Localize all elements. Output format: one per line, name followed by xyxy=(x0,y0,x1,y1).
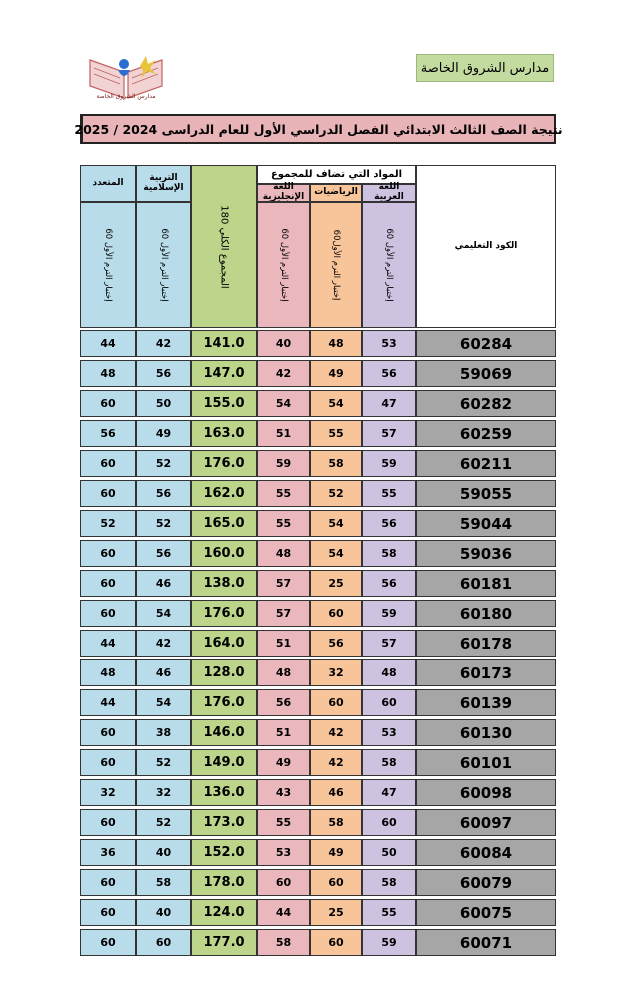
arabic-header: اللغة العربية xyxy=(362,184,416,202)
arabic-cell: 56 xyxy=(362,360,416,387)
total-cell: 176.0 xyxy=(191,689,257,716)
multi-cell: 60 xyxy=(80,719,136,746)
code-cell: 60180 xyxy=(416,600,556,627)
english-cell: 51 xyxy=(257,420,310,447)
math-cell: 60 xyxy=(310,869,362,896)
religion-cell: 46 xyxy=(136,570,191,597)
total-cell: 165.0 xyxy=(191,510,257,537)
english-cell: 53 xyxy=(257,839,310,866)
religion-cell: 56 xyxy=(136,480,191,507)
arabic-cell: 59 xyxy=(362,450,416,477)
religion-cell: 52 xyxy=(136,749,191,776)
arabic-exam-header xyxy=(362,202,416,328)
code-cell: 60071 xyxy=(416,929,556,956)
math-cell: 46 xyxy=(310,779,362,806)
multi-cell: 44 xyxy=(80,330,136,357)
english-cell: 48 xyxy=(257,540,310,567)
math-cell: 58 xyxy=(310,809,362,836)
religion-exam-header xyxy=(136,202,191,328)
exam-label: المجموع الكلي 180 xyxy=(218,204,230,289)
english-cell: 51 xyxy=(257,630,310,657)
religion-cell: 32 xyxy=(136,779,191,806)
religion-cell: 46 xyxy=(136,659,191,686)
religion-cell: 38 xyxy=(136,719,191,746)
multi-cell: 60 xyxy=(80,600,136,627)
code-cell: 60098 xyxy=(416,779,556,806)
code-cell: 60101 xyxy=(416,749,556,776)
arabic-cell: 47 xyxy=(362,390,416,417)
arabic-cell: 57 xyxy=(362,630,416,657)
total-cell: 138.0 xyxy=(191,570,257,597)
math-exam-header xyxy=(310,202,362,328)
math-cell: 58 xyxy=(310,450,362,477)
multi-cell: 48 xyxy=(80,659,136,686)
math-cell: 55 xyxy=(310,420,362,447)
english-cell: 48 xyxy=(257,659,310,686)
religion-cell: 60 xyxy=(136,929,191,956)
arabic-cell: 55 xyxy=(362,480,416,507)
multi-exam-header xyxy=(80,202,136,328)
religion-cell: 54 xyxy=(136,600,191,627)
math-cell: 60 xyxy=(310,689,362,716)
arabic-cell: 56 xyxy=(362,510,416,537)
english-cell: 55 xyxy=(257,510,310,537)
arabic-cell: 56 xyxy=(362,570,416,597)
arabic-cell: 60 xyxy=(362,689,416,716)
arabic-cell: 53 xyxy=(362,330,416,357)
arabic-cell: 53 xyxy=(362,719,416,746)
svg-text:مدارس الشروق الخاصة: مدارس الشروق الخاصة xyxy=(96,93,156,100)
english-header: اللغة الإنجليزية xyxy=(257,184,310,202)
english-cell: 44 xyxy=(257,899,310,926)
multi-header: المتعدد xyxy=(80,165,136,202)
arabic-cell: 60 xyxy=(362,809,416,836)
religion-cell: 58 xyxy=(136,869,191,896)
arabic-cell: 50 xyxy=(362,839,416,866)
code-cell: 60211 xyxy=(416,450,556,477)
multi-cell: 44 xyxy=(80,630,136,657)
english-cell: 55 xyxy=(257,480,310,507)
religion-cell: 40 xyxy=(136,839,191,866)
total-cell: 173.0 xyxy=(191,809,257,836)
exam-label: إختبار الترم الأول 60 xyxy=(384,228,394,302)
code-cell: 59044 xyxy=(416,510,556,537)
total-cell: 178.0 xyxy=(191,869,257,896)
multi-cell: 60 xyxy=(80,480,136,507)
math-cell: 60 xyxy=(310,929,362,956)
code-cell: 60178 xyxy=(416,630,556,657)
math-cell: 54 xyxy=(310,540,362,567)
multi-cell: 48 xyxy=(80,360,136,387)
multi-cell: 56 xyxy=(80,420,136,447)
arabic-cell: 57 xyxy=(362,420,416,447)
code-cell: 59036 xyxy=(416,540,556,567)
math-header: الرياضيات xyxy=(310,184,362,202)
code-header: الكود التعليمي xyxy=(416,165,556,328)
english-cell: 43 xyxy=(257,779,310,806)
religion-cell: 40 xyxy=(136,899,191,926)
total-cell: 124.0 xyxy=(191,899,257,926)
religion-cell: 42 xyxy=(136,630,191,657)
multi-cell: 60 xyxy=(80,540,136,567)
english-cell: 56 xyxy=(257,689,310,716)
multi-cell: 60 xyxy=(80,390,136,417)
exam-label: إختبار الترم الأول60 xyxy=(331,229,341,301)
school-name: مدارس الشروق الخاصة xyxy=(416,54,554,82)
arabic-cell: 55 xyxy=(362,899,416,926)
english-cell: 57 xyxy=(257,600,310,627)
total-cell: 141.0 xyxy=(191,330,257,357)
page-title: نتيجة الصف الثالث الابتدائي الفصل الدراسي الأول للعام الدراسى 2024 / 2025 xyxy=(80,114,556,144)
religion-header: التربية الإسلامية xyxy=(136,165,191,202)
code-cell: 59055 xyxy=(416,480,556,507)
total-cell: 147.0 xyxy=(191,360,257,387)
math-cell: 25 xyxy=(310,570,362,597)
multi-cell: 60 xyxy=(80,450,136,477)
math-cell: 54 xyxy=(310,390,362,417)
english-cell: 51 xyxy=(257,719,310,746)
exam-label: إختبار الترم الأول 60 xyxy=(103,228,113,302)
code-cell: 59069 xyxy=(416,360,556,387)
multi-cell: 60 xyxy=(80,749,136,776)
arabic-cell: 59 xyxy=(362,600,416,627)
religion-cell: 52 xyxy=(136,809,191,836)
math-cell: 52 xyxy=(310,480,362,507)
multi-cell: 44 xyxy=(80,689,136,716)
english-cell: 49 xyxy=(257,749,310,776)
english-cell: 54 xyxy=(257,390,310,417)
multi-cell: 32 xyxy=(80,779,136,806)
group-header: المواد التي تضاف للمجموع xyxy=(257,165,416,184)
religion-cell: 50 xyxy=(136,390,191,417)
code-cell: 60084 xyxy=(416,839,556,866)
code-cell: 60181 xyxy=(416,570,556,597)
english-cell: 58 xyxy=(257,929,310,956)
religion-cell: 52 xyxy=(136,510,191,537)
total-cell: 160.0 xyxy=(191,540,257,567)
total-cell: 146.0 xyxy=(191,719,257,746)
multi-cell: 52 xyxy=(80,510,136,537)
religion-cell: 52 xyxy=(136,450,191,477)
arabic-cell: 59 xyxy=(362,929,416,956)
arabic-cell: 58 xyxy=(362,540,416,567)
code-cell: 60079 xyxy=(416,869,556,896)
math-cell: 42 xyxy=(310,749,362,776)
code-cell: 60282 xyxy=(416,390,556,417)
total-cell: 176.0 xyxy=(191,600,257,627)
arabic-cell: 47 xyxy=(362,779,416,806)
total-cell: 152.0 xyxy=(191,839,257,866)
math-cell: 48 xyxy=(310,330,362,357)
arabic-cell: 48 xyxy=(362,659,416,686)
math-cell: 56 xyxy=(310,630,362,657)
code-cell: 60139 xyxy=(416,689,556,716)
religion-cell: 56 xyxy=(136,540,191,567)
english-cell: 60 xyxy=(257,869,310,896)
total-cell: 136.0 xyxy=(191,779,257,806)
religion-cell: 42 xyxy=(136,330,191,357)
total-cell: 155.0 xyxy=(191,390,257,417)
english-exam-header xyxy=(257,202,310,328)
total-cell: 163.0 xyxy=(191,420,257,447)
code-cell: 60130 xyxy=(416,719,556,746)
religion-cell: 56 xyxy=(136,360,191,387)
arabic-cell: 58 xyxy=(362,749,416,776)
multi-cell: 36 xyxy=(80,839,136,866)
english-cell: 40 xyxy=(257,330,310,357)
code-cell: 60284 xyxy=(416,330,556,357)
multi-cell: 60 xyxy=(80,809,136,836)
math-cell: 49 xyxy=(310,360,362,387)
arabic-cell: 58 xyxy=(362,869,416,896)
exam-label: إختبار الترم الأول 60 xyxy=(158,228,169,302)
english-cell: 42 xyxy=(257,360,310,387)
total-header xyxy=(191,165,257,328)
english-cell: 57 xyxy=(257,570,310,597)
multi-cell: 60 xyxy=(80,929,136,956)
english-cell: 59 xyxy=(257,450,310,477)
total-cell: 176.0 xyxy=(191,450,257,477)
code-cell: 60173 xyxy=(416,659,556,686)
exam-label: إختبار الترم الأول 60 xyxy=(278,228,289,302)
code-cell: 60097 xyxy=(416,809,556,836)
total-cell: 149.0 xyxy=(191,749,257,776)
english-cell: 55 xyxy=(257,809,310,836)
math-cell: 25 xyxy=(310,899,362,926)
total-cell: 177.0 xyxy=(191,929,257,956)
school-logo xyxy=(84,52,168,102)
total-cell: 164.0 xyxy=(191,630,257,657)
math-cell: 42 xyxy=(310,719,362,746)
math-cell: 32 xyxy=(310,659,362,686)
multi-cell: 60 xyxy=(80,899,136,926)
math-cell: 49 xyxy=(310,839,362,866)
code-cell: 60075 xyxy=(416,899,556,926)
multi-cell: 60 xyxy=(80,869,136,896)
multi-cell: 60 xyxy=(80,570,136,597)
total-cell: 162.0 xyxy=(191,480,257,507)
math-cell: 60 xyxy=(310,600,362,627)
religion-cell: 54 xyxy=(136,689,191,716)
total-cell: 128.0 xyxy=(191,659,257,686)
math-cell: 54 xyxy=(310,510,362,537)
religion-cell: 49 xyxy=(136,420,191,447)
code-cell: 60259 xyxy=(416,420,556,447)
